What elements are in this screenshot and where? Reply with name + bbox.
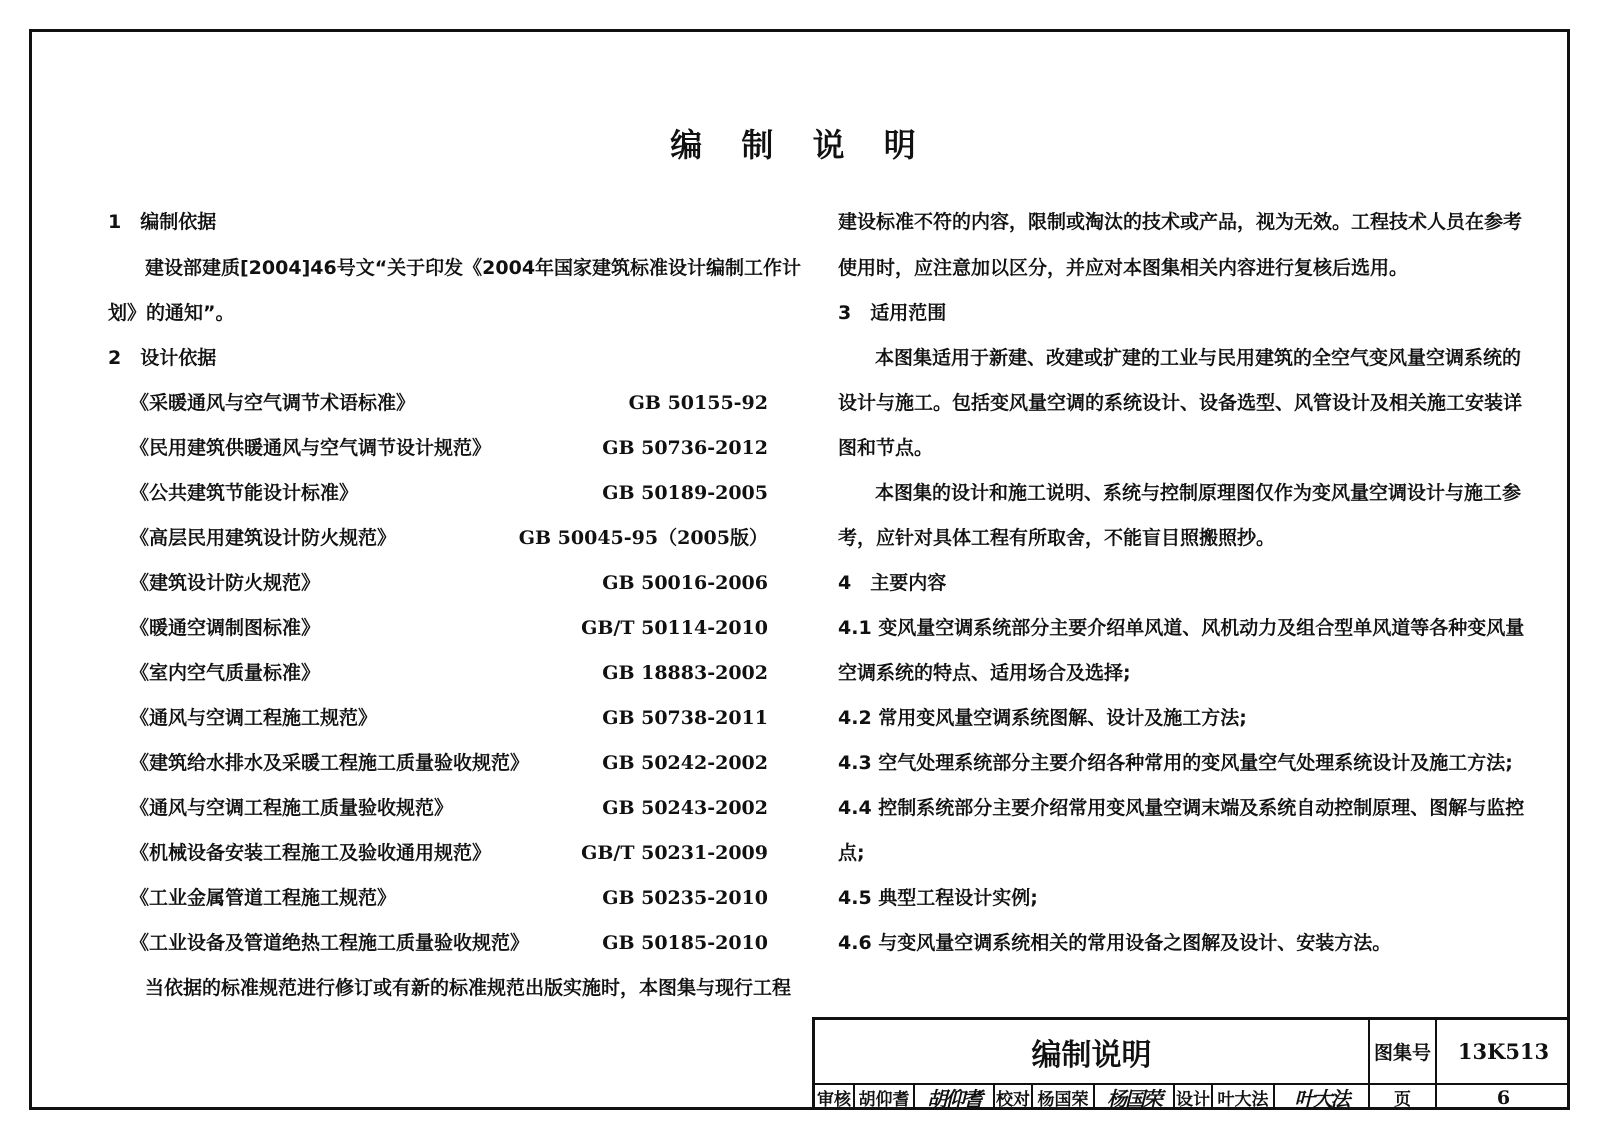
reviewer-signature: 胡仰耆	[913, 1083, 993, 1110]
standard-code: GB 50738-2011	[602, 707, 768, 729]
designer-name: 叶大法	[1211, 1083, 1273, 1110]
standard-name: 《工业设备及管道绝热工程施工质量验收规范》	[130, 932, 530, 954]
standard-row	[130, 436, 768, 460]
title-block	[812, 1017, 1570, 1110]
standard-name: 《建筑给水排水及采暖工程施工质量验收规范》	[130, 752, 530, 774]
standard-code: GB/T 50231-2009	[581, 842, 768, 864]
designer-signature: 叶大法	[1273, 1083, 1368, 1110]
section-1-line-2: 划》的通知”。	[108, 302, 235, 324]
section-1-heading: 1 编制依据	[108, 211, 217, 233]
standard-code: GB 50235-2010	[602, 887, 768, 909]
standard-code: GB 50189-2005	[602, 482, 768, 504]
standard-row	[130, 616, 768, 640]
standard-row	[130, 751, 768, 775]
standard-name: 《建筑设计防火规范》	[130, 572, 321, 594]
standard-name: 《机械设备安装工程施工及验收通用规范》	[130, 842, 492, 864]
review-label: 审核	[815, 1083, 853, 1110]
standard-name: 《高层民用建筑设计防火规范》	[130, 527, 397, 549]
standard-code: GB 50242-2002	[602, 752, 768, 774]
section-1-line-1: 建设部建质[2004]46号文“关于印发《2004年国家建筑标准设计编制工作计	[145, 257, 802, 279]
section-3-paragraph-1-line-2: 设计与施工。包括变风量空调的系统设计、设备选型、风管设计及相关施工安装详	[838, 392, 1523, 414]
standard-row	[130, 931, 768, 955]
standard-name: 《通风与空调工程施工质量验收规范》	[130, 797, 454, 819]
atlas-number: 13K513	[1435, 1020, 1570, 1083]
item-4-3: 4.3 空气处理系统部分主要介绍各种常用的变风量空气处理系统设计及施工方法;	[838, 752, 1513, 774]
standard-row	[130, 706, 768, 730]
standard-row	[130, 526, 768, 550]
item-4-5: 4.5 典型工程设计实例;	[838, 887, 1038, 909]
standard-name: 《工业金属管道工程施工规范》	[130, 887, 397, 909]
standard-code: GB 50243-2002	[602, 797, 768, 819]
standard-row	[130, 796, 768, 820]
standard-code: GB 50185-2010	[602, 932, 768, 954]
section-3-paragraph-1-line-1: 本图集适用于新建、改建或扩建的工业与民用建筑的全空气变风量空调系统的	[875, 347, 1522, 369]
standard-name: 《通风与空调工程施工规范》	[130, 707, 378, 729]
continued-line-1: 建设标准不符的内容，限制或淘汰的技术或产品，视为无效。工程技术人员在参考	[838, 211, 1523, 233]
standard-name: 《暖通空调制图标准》	[130, 617, 321, 639]
page-number: 6	[1435, 1083, 1570, 1110]
standard-code: GB 18883-2002	[602, 662, 768, 684]
standard-row	[130, 391, 768, 415]
standard-name: 《室内空气质量标准》	[130, 662, 321, 684]
item-4-1-line-1: 4.1 变风量空调系统部分主要介绍单风道、风机动力及组合型单风道等各种变风量	[838, 617, 1525, 639]
standard-name: 《采暖通风与空气调节术语标准》	[130, 392, 416, 414]
standard-code: GB 50155-92	[628, 392, 768, 414]
check-label: 校对	[993, 1083, 1031, 1110]
reviewer-name: 胡仰耆	[853, 1083, 913, 1110]
standard-row	[130, 661, 768, 685]
checker-signature: 杨国荣	[1093, 1083, 1173, 1110]
design-label: 设计	[1173, 1083, 1211, 1110]
item-4-6: 4.6 与变风量空调系统相关的常用设备之图解及设计、安装方法。	[838, 932, 1392, 954]
standard-name: 《民用建筑供暖通风与空气调节设计规范》	[130, 437, 492, 459]
section-4-heading: 4 主要内容	[838, 572, 947, 594]
checker-name: 杨国荣	[1031, 1083, 1093, 1110]
standard-code: GB/T 50114-2010	[581, 617, 768, 639]
standard-row	[130, 841, 768, 865]
section-3-heading: 3 适用范围	[838, 302, 947, 324]
item-4-2: 4.2 常用变风量空调系统图解、设计及施工方法;	[838, 707, 1247, 729]
continued-line-2: 使用时，应注意加以区分，并应对本图集相关内容进行复核后选用。	[838, 257, 1409, 279]
standard-row	[130, 481, 768, 505]
standard-row	[130, 571, 768, 595]
item-4-4-line-1: 4.4 控制系统部分主要介绍常用变风量空调末端及系统自动控制原理、图解与监控	[838, 797, 1525, 819]
closing-note: 当依据的标准规范进行修订或有新的标准规范出版实施时，本图集与现行工程	[145, 977, 792, 999]
section-2-heading: 2 设计依据	[108, 347, 217, 369]
standard-code: GB 50016-2006	[602, 572, 768, 594]
section-3-paragraph-2-line-1: 本图集的设计和施工说明、系统与控制原理图仅作为变风量空调设计与施工参	[875, 482, 1522, 504]
item-4-1-line-2: 空调系统的特点、适用场合及选择;	[838, 662, 1131, 684]
page-label: 页	[1368, 1083, 1435, 1110]
title-block-doc-title: 编制说明	[1031, 1037, 1152, 1073]
standard-code: GB 50736-2012	[602, 437, 768, 459]
section-3-paragraph-1-line-3: 图和节点。	[838, 437, 934, 459]
standard-name: 《公共建筑节能设计标准》	[130, 482, 359, 504]
section-3-paragraph-2-line-2: 考，应针对具体工程有所取舍，不能盲目照搬照抄。	[838, 527, 1276, 549]
item-4-4-line-2: 点;	[838, 842, 865, 864]
standard-code: GB 50045-95（2005版）	[518, 527, 768, 549]
atlas-number-label: 图集号	[1368, 1020, 1435, 1083]
page-title: 编 制 说 明	[670, 126, 930, 164]
standard-row	[130, 886, 768, 910]
